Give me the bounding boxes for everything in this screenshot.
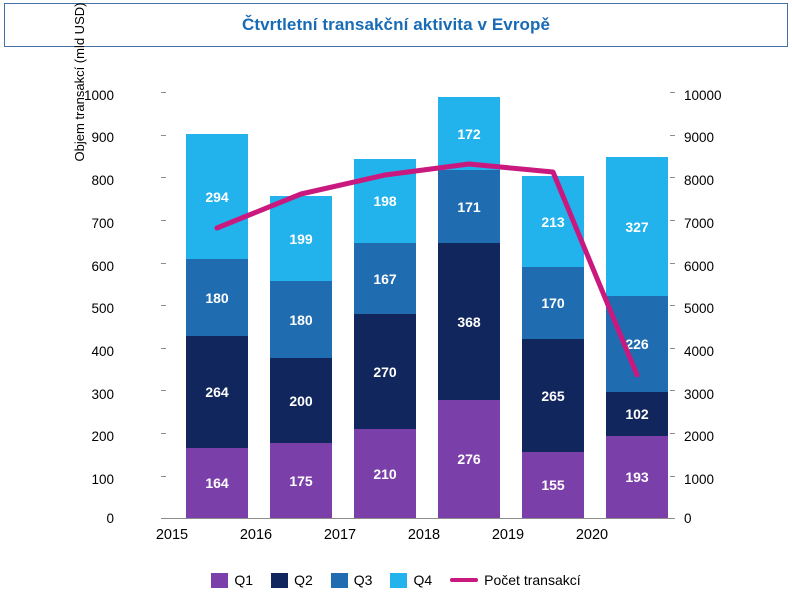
- legend-swatch-icon: [211, 573, 228, 588]
- x-tick-2017: 2017: [323, 527, 357, 543]
- axis-tick: [670, 476, 675, 477]
- bar-value-label: 327: [625, 218, 649, 235]
- bar-value-label: 171: [457, 198, 481, 215]
- legend-item-q4[interactable]: [390, 572, 432, 588]
- y-tick-left-800: 800: [91, 173, 114, 188]
- axis-tick: [670, 433, 675, 434]
- y-tick-right-9000: 9000: [684, 130, 715, 145]
- x-tick-2015: 2015: [155, 527, 189, 543]
- legend-label: Počet transakcí: [484, 572, 581, 588]
- bar-segment-q1[interactable]: [186, 448, 248, 518]
- legend-line-icon: [450, 578, 478, 582]
- y-tick-right-6000: 6000: [684, 259, 715, 274]
- axis-tick: [670, 348, 675, 349]
- bar-value-label: 180: [289, 311, 313, 328]
- bar-segment-q4[interactable]: [606, 157, 668, 296]
- bar-value-label: 199: [289, 230, 313, 247]
- y-tick-left-100: 100: [91, 472, 114, 487]
- plot-region: [166, 92, 670, 518]
- bar-segment-q4[interactable]: [270, 196, 332, 281]
- bar-segment-q1[interactable]: [354, 429, 416, 518]
- bar-value-label: 172: [457, 125, 481, 142]
- bar-segment-q3[interactable]: [438, 170, 500, 243]
- y-tick-left-400: 400: [91, 344, 114, 359]
- y-tick-right-8000: 8000: [684, 173, 715, 188]
- y-tick-left-700: 700: [91, 216, 114, 231]
- bar-segment-q4[interactable]: [522, 176, 584, 267]
- y-tick-right-1000: 1000: [684, 472, 715, 487]
- x-tick-2018: 2018: [407, 527, 441, 543]
- bar-segment-q2[interactable]: [522, 339, 584, 452]
- page-title: Čtvrtletní transakční aktivita v Evropě: [241, 15, 551, 34]
- x-tick-2016: 2016: [239, 527, 273, 543]
- bar-value-label: 175: [289, 472, 313, 489]
- bar-segment-q4[interactable]: [354, 159, 416, 243]
- axis-tick: [670, 177, 675, 178]
- y-tick-left-600: 600: [91, 259, 114, 274]
- bar-value-label: 180: [205, 289, 229, 306]
- bar-segment-q2[interactable]: [354, 314, 416, 429]
- legend-swatch-icon: [331, 573, 348, 588]
- y-tick-left-200: 200: [91, 429, 114, 444]
- bar-segment-q2[interactable]: [270, 358, 332, 443]
- bar-value-label: 164: [205, 475, 229, 491]
- y-tick-right-4000: 4000: [684, 344, 715, 359]
- bar-value-label: 167: [373, 270, 397, 287]
- y-tick-left-1000: 1000: [83, 88, 114, 103]
- legend-item-q2[interactable]: [271, 572, 313, 588]
- bar-value-label: 198: [373, 193, 397, 209]
- y-tick-right-7000: 7000: [684, 216, 715, 231]
- bar-value-label: 270: [373, 363, 397, 380]
- bar-segment-q3[interactable]: [606, 296, 668, 392]
- y-tick-right-2000: 2000: [684, 429, 715, 444]
- bar-segment-q2[interactable]: [186, 336, 248, 448]
- axis-tick: [670, 92, 675, 93]
- legend-swatch-icon: [271, 573, 288, 588]
- bar-segment-q3[interactable]: [354, 243, 416, 314]
- x-tick-2020: 2020: [575, 527, 609, 543]
- y-tick-left-500: 500: [91, 301, 114, 316]
- y-tick-left-0: 0: [106, 511, 114, 526]
- bar-segment-q4[interactable]: [438, 97, 500, 170]
- legend-label: Q1: [234, 572, 254, 588]
- legend-label: Q3: [353, 572, 373, 588]
- legend-item-q1[interactable]: [211, 572, 253, 588]
- y-tick-left-300: 300: [91, 387, 114, 402]
- bar-segment-q4[interactable]: [186, 134, 248, 259]
- bar-segment-q1[interactable]: [606, 436, 668, 518]
- bar-value-label: 193: [625, 469, 649, 485]
- legend-swatch-icon: [390, 573, 407, 588]
- axis-tick: [670, 390, 675, 391]
- axis-tick: [670, 220, 675, 221]
- bar-value-label: 210: [373, 465, 397, 482]
- bar-value-label: 200: [289, 392, 313, 409]
- y-tick-right-10000: 10000: [684, 88, 722, 103]
- bar-value-label: 102: [625, 406, 649, 422]
- axis-tick: [161, 518, 166, 519]
- bar-value-label: 368: [457, 313, 481, 330]
- bar-value-label: 265: [541, 387, 565, 404]
- legend-item-q3[interactable]: [331, 572, 373, 588]
- legend-item-transactions[interactable]: [450, 572, 581, 588]
- bar-segment-q2[interactable]: [438, 243, 500, 400]
- bar-segment-q1[interactable]: [270, 443, 332, 518]
- axis-tick: [670, 263, 675, 264]
- bar-value-label: 264: [205, 384, 229, 400]
- bar-segment-q3[interactable]: [522, 267, 584, 339]
- chart-legend: [0, 572, 792, 588]
- x-tick-2019: 2019: [491, 527, 525, 543]
- y-tick-right-0: 0: [684, 511, 692, 526]
- bar-segment-q3[interactable]: [270, 281, 332, 358]
- x-axis-line: [166, 518, 670, 519]
- axis-tick: [670, 305, 675, 306]
- bar-value-label: 213: [541, 213, 565, 230]
- bar-value-label: 155: [541, 477, 565, 493]
- bar-segment-q1[interactable]: [522, 452, 584, 518]
- legend-label: Q4: [413, 572, 433, 588]
- bar-value-label: 170: [541, 295, 565, 311]
- bar-value-label: 294: [205, 188, 229, 205]
- axis-tick: [670, 518, 675, 519]
- bar-segment-q1[interactable]: [438, 400, 500, 518]
- bar-segment-q2[interactable]: [606, 392, 668, 436]
- y-tick-right-5000: 5000: [684, 301, 715, 316]
- y-axis-title: Objem transakcí (mld USD): [72, 2, 87, 162]
- axis-tick: [670, 135, 675, 136]
- y-tick-left-900: 900: [91, 130, 114, 145]
- bar-segment-q3[interactable]: [186, 259, 248, 336]
- y-tick-right-3000: 3000: [684, 387, 715, 402]
- chart-title-box: [4, 3, 788, 47]
- bar-value-label: 226: [625, 336, 649, 352]
- bar-value-label: 276: [457, 451, 481, 467]
- legend-label: Q2: [294, 572, 313, 588]
